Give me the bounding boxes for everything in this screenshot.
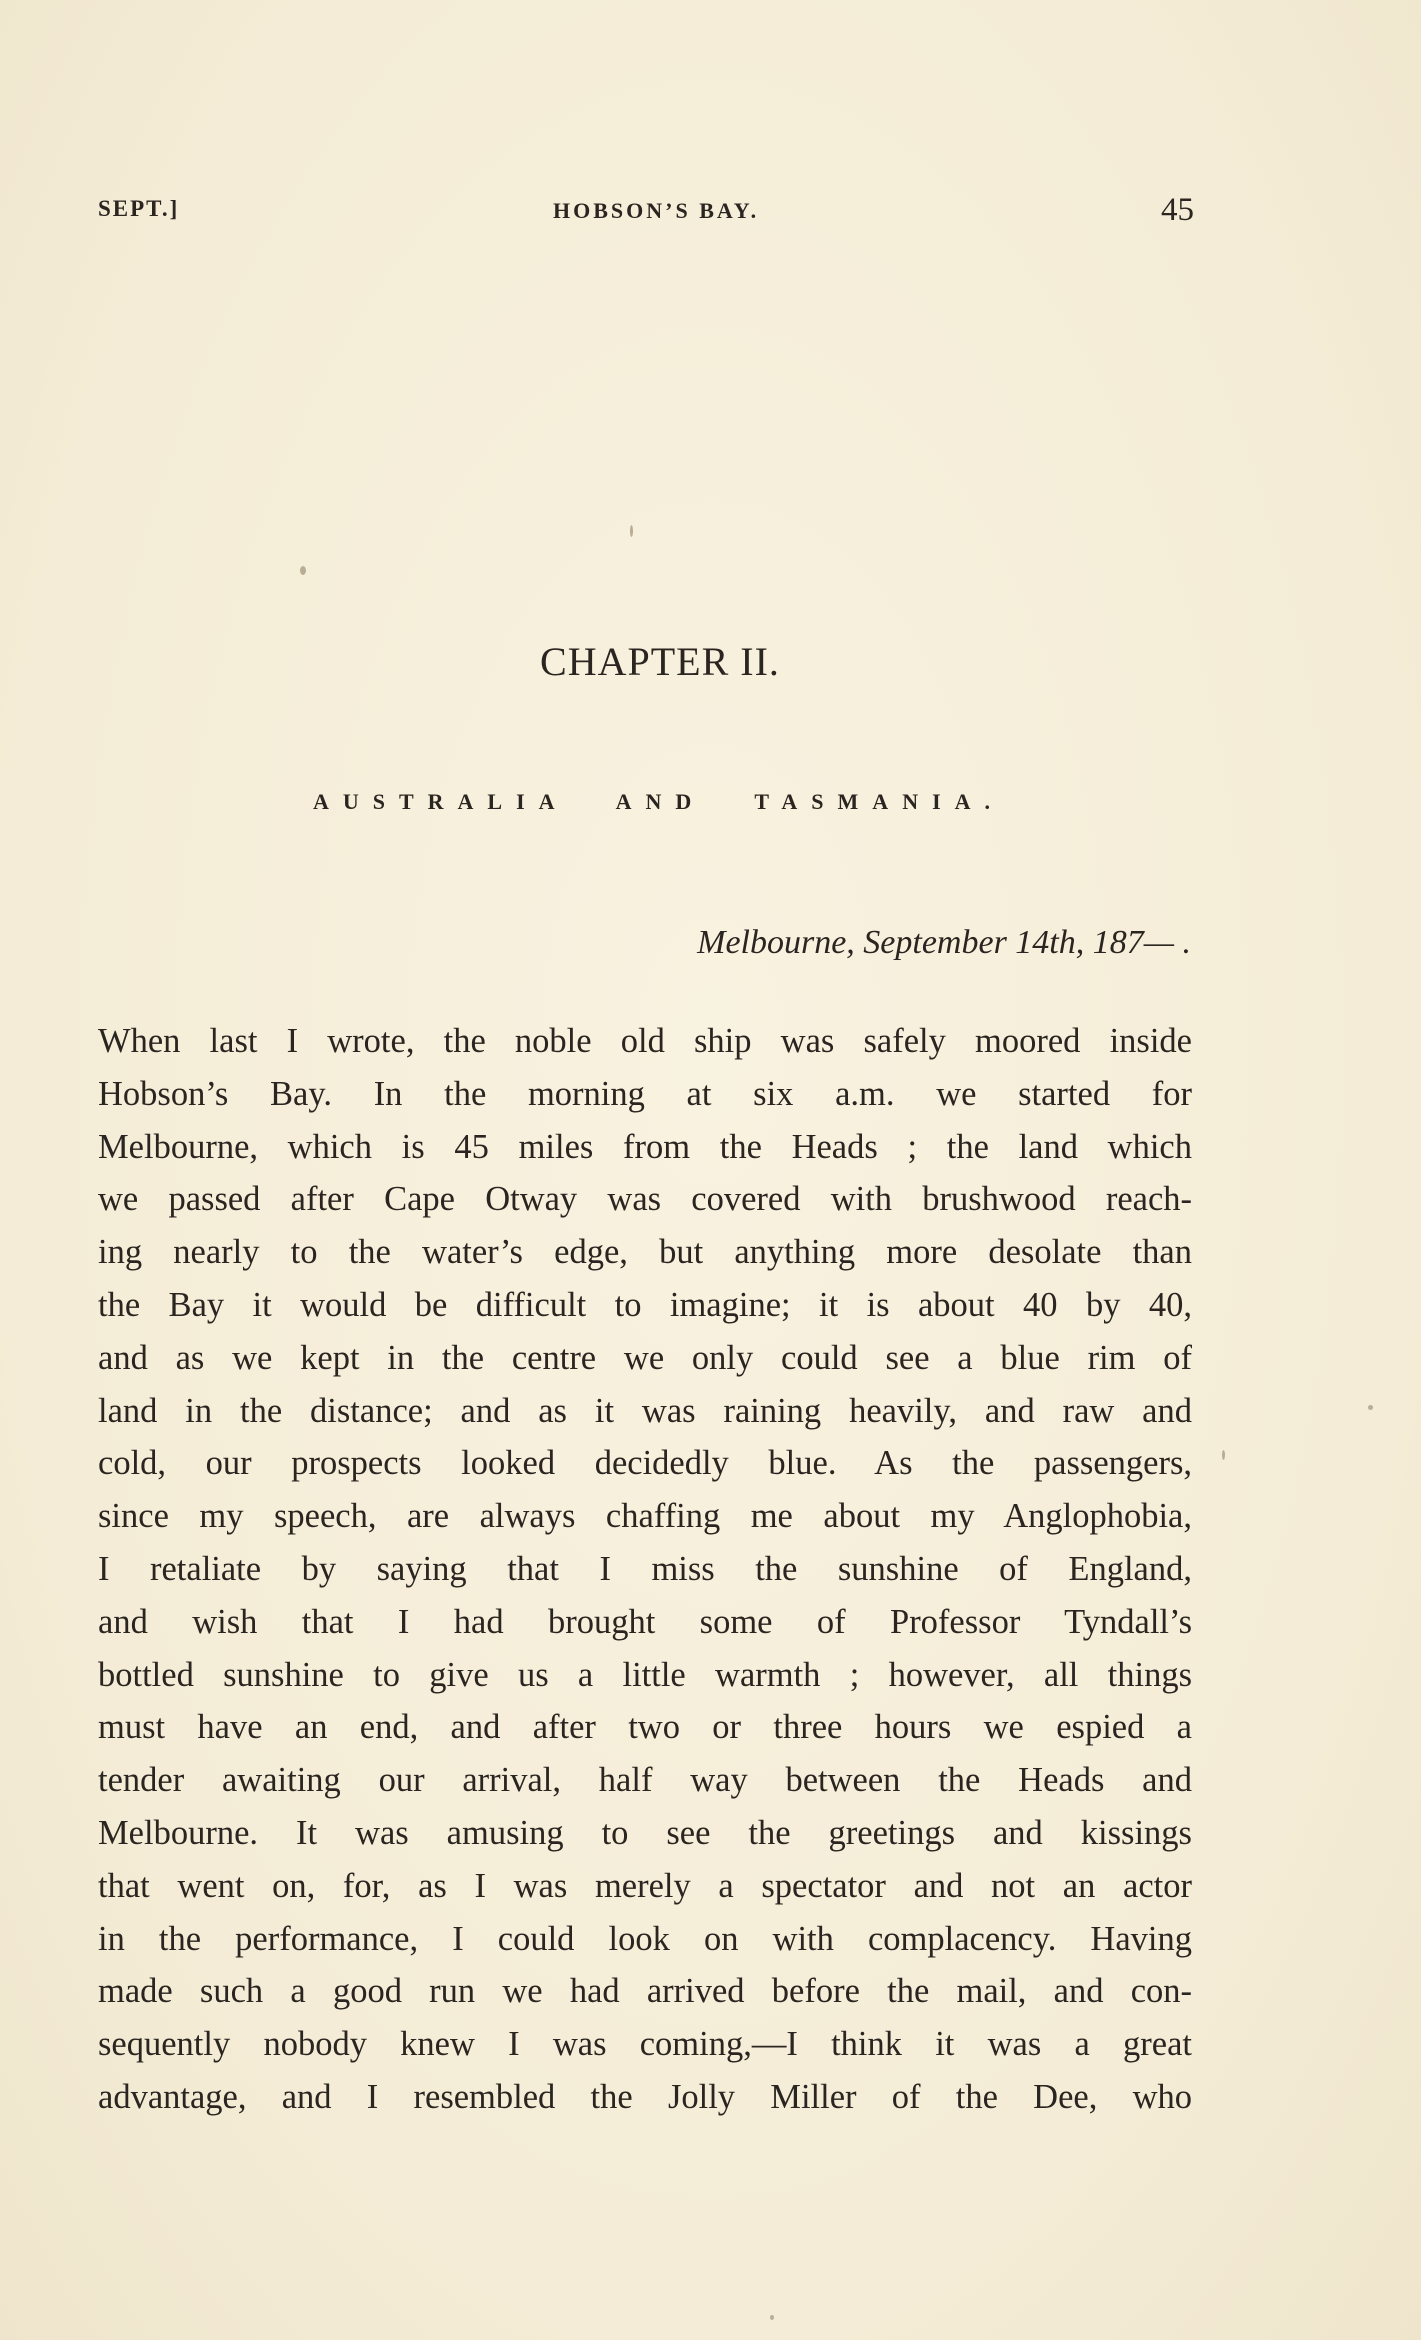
body-line: must have an end, and after two or three hours we espied a xyxy=(98,1708,1192,1747)
chapter-title: CHAPTER II. xyxy=(540,639,780,684)
body-line: made such a good run we had arrived before the mail, and con- xyxy=(98,1972,1192,2011)
body-line: land in the distance; and as it was raining heavily, and raw and xyxy=(98,1391,1192,1430)
running-head-title: HOBSON’S BAY. xyxy=(553,198,760,223)
body-line: and wish that I had brought some of Professor Tyndall’s xyxy=(98,1602,1192,1641)
body-line: cold, our prospects looked decidedly blue. As the passengers, xyxy=(98,1444,1192,1483)
body-line: in the performance, I could look on with complacency. Having xyxy=(98,1919,1192,1958)
body-line: When last I wrote, the noble old ship was safely moored inside xyxy=(98,1022,1192,1060)
paper-speck xyxy=(630,525,633,537)
body-line: bottled sunshine to give us a little warmth ; however, all things xyxy=(98,1655,1192,1694)
dateline: Melbourne, September 14th, 187— . xyxy=(697,924,1191,961)
running-head-left: SEPT.] xyxy=(98,196,180,221)
body-text xyxy=(98,1015,1192,2124)
running-head xyxy=(98,192,1194,236)
body-line: I retaliate by saying that I miss the sunshine of England, xyxy=(98,1549,1192,1588)
chapter-subtitle: AUSTRALIA AND TASMANIA. xyxy=(312,789,1005,814)
body-line: sequently nobody knew I was coming,—I think it was a great xyxy=(98,2025,1192,2064)
body-line: tender awaiting our arrival, half way between the Heads and xyxy=(98,1761,1192,1800)
body-line: the Bay it would be difficult to imagine; it is about 40 by 40, xyxy=(98,1285,1192,1324)
page-number: 45 xyxy=(1161,192,1194,228)
body-line: advantage, and I resembled the Jolly Miller of the Dee, who xyxy=(98,2077,1192,2116)
paper-speck xyxy=(1222,1450,1225,1460)
paper-speck xyxy=(770,2315,774,2320)
body-line: ing nearly to the water’s edge, but anything more desolate than xyxy=(98,1233,1192,1272)
body-line: that went on, for, as I was merely a spectator and not an actor xyxy=(98,1866,1192,1905)
body-line: Melbourne. It was amusing to see the greetings and kissings xyxy=(98,1813,1192,1852)
body-line: and as we kept in the centre we only could see a blue rim of xyxy=(98,1338,1192,1377)
body-line: Melbourne, which is 45 miles from the Heads ; the land which xyxy=(98,1127,1192,1166)
paper-speck xyxy=(300,566,306,575)
paper-speck xyxy=(1368,1405,1373,1410)
body-line: we passed after Cape Otway was covered with brushwood reach- xyxy=(98,1180,1192,1219)
body-line: since my speech, are always chaffing me about my Anglophobia, xyxy=(98,1497,1192,1536)
body-line: Hobson’s Bay. In the morning at six a.m. we started for xyxy=(98,1074,1192,1113)
